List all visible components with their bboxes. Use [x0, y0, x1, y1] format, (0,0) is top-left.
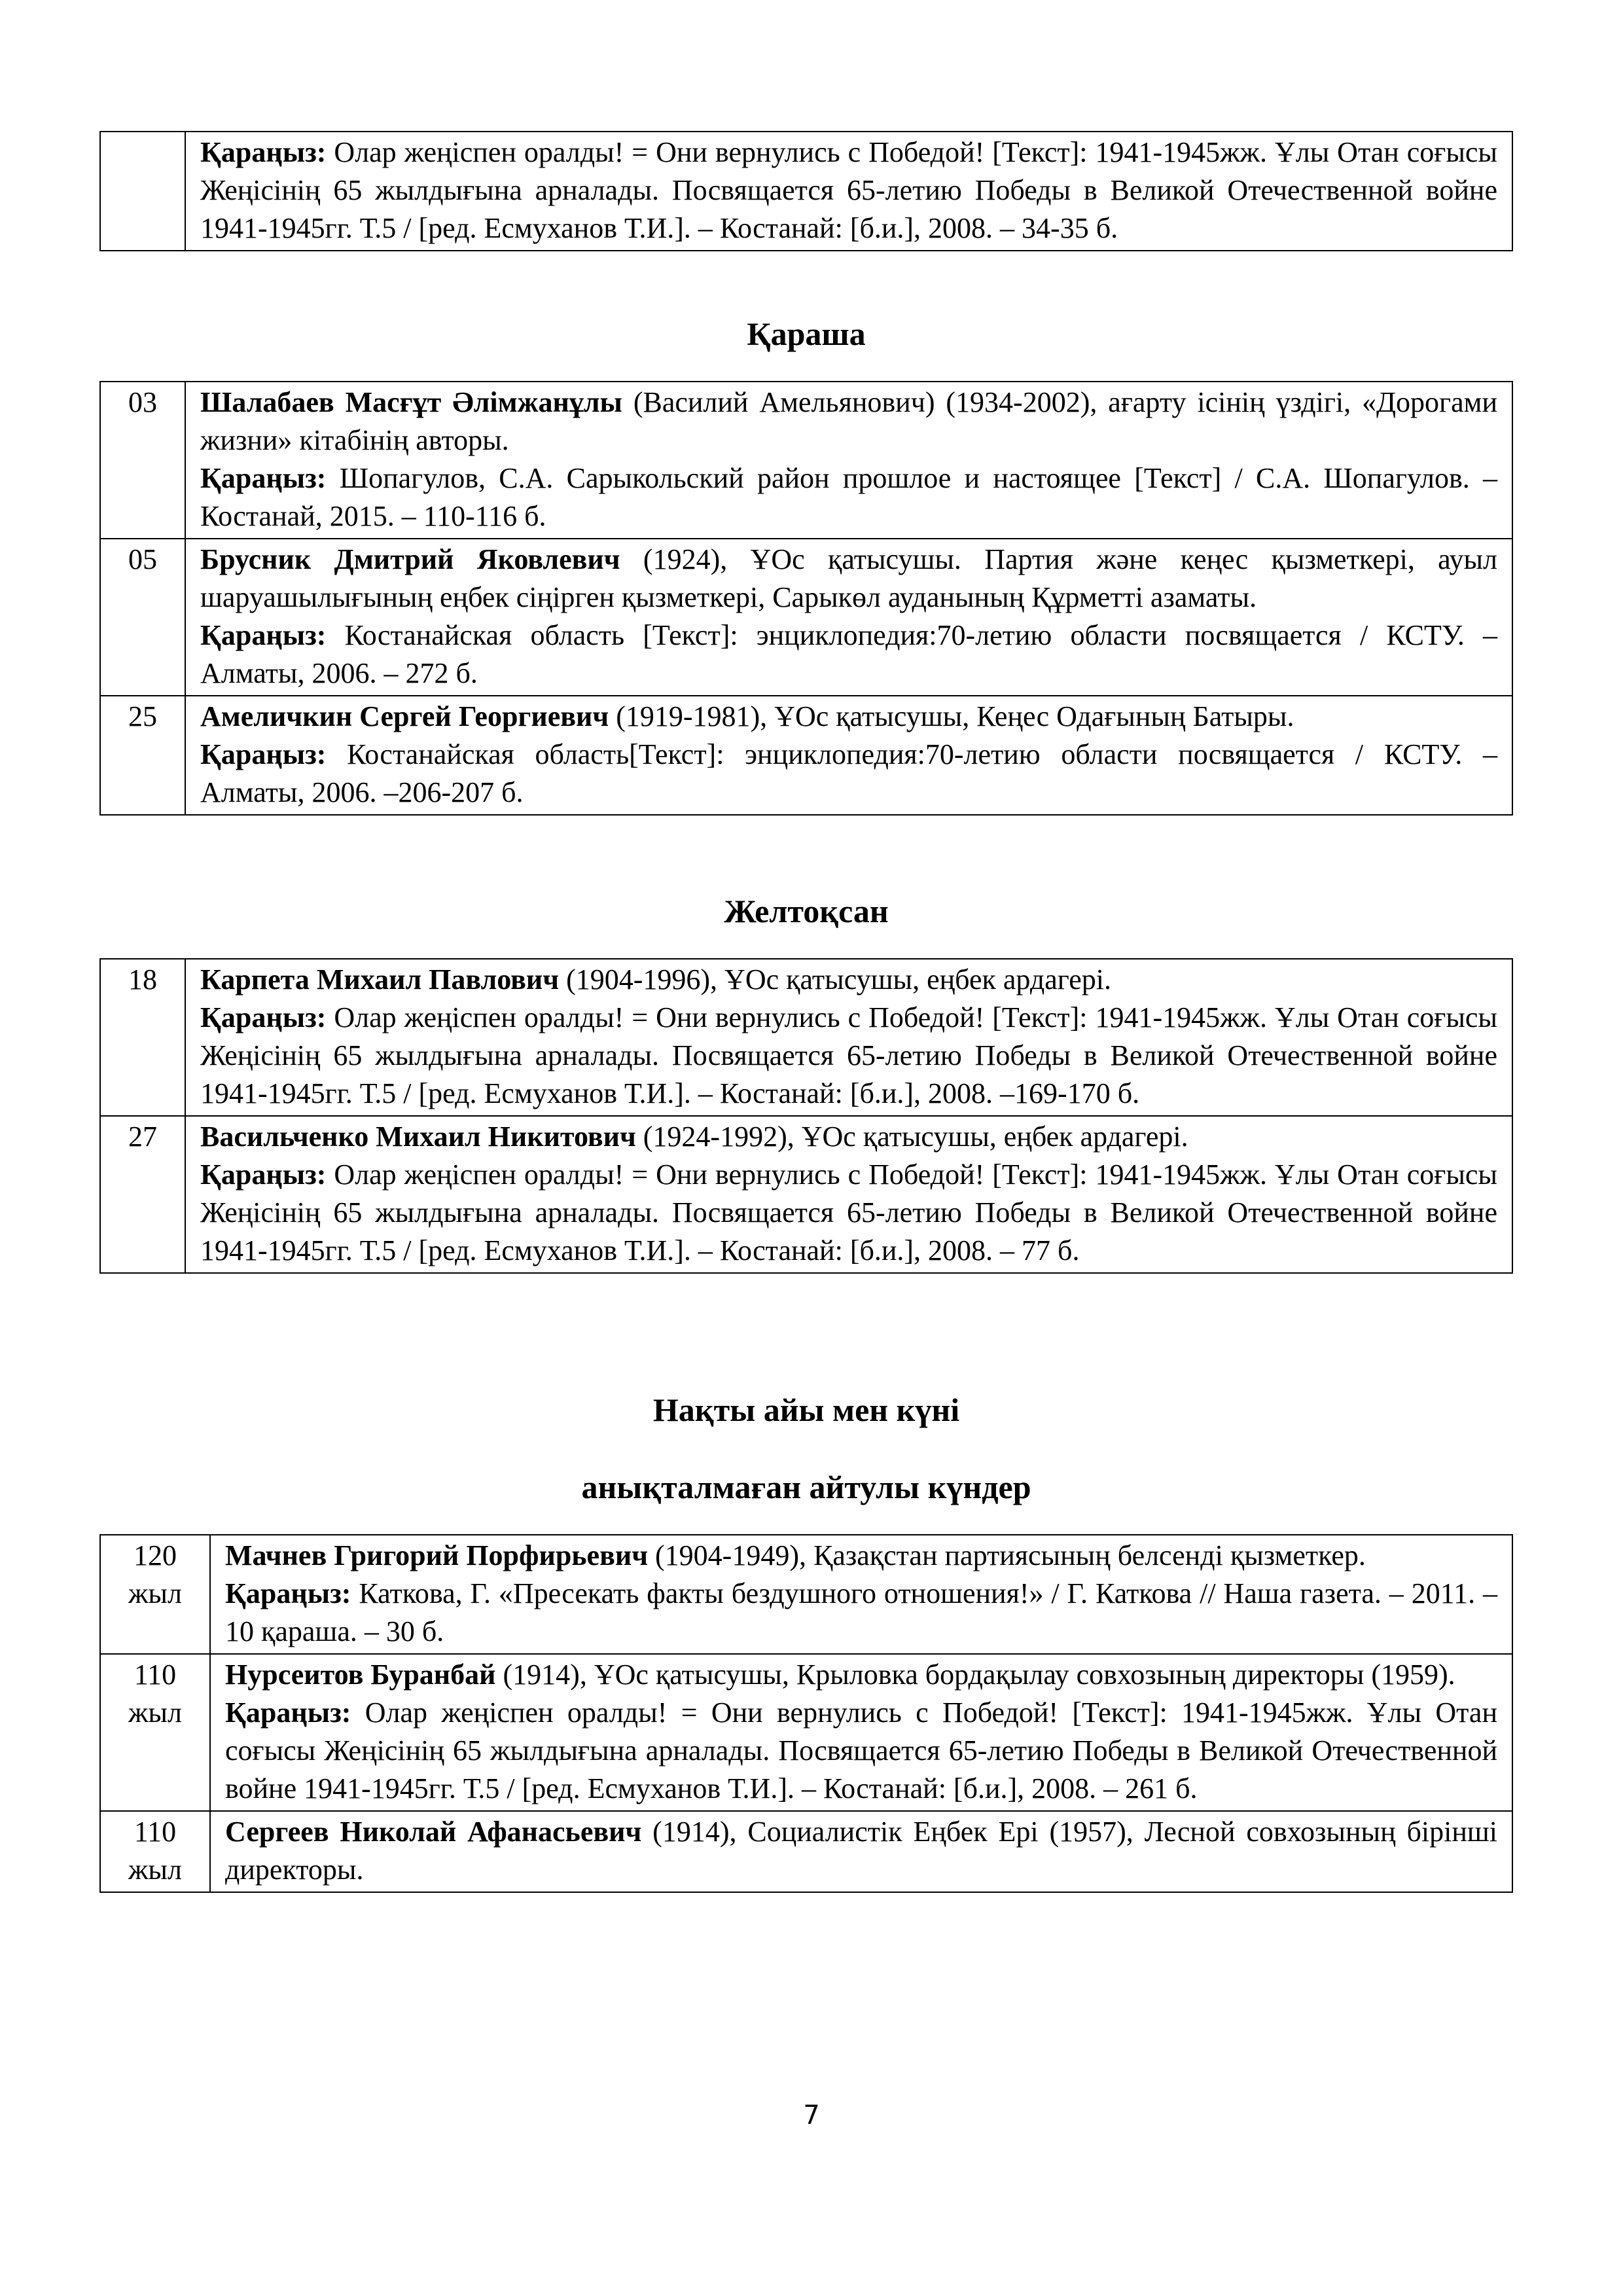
entry-cell — [210, 1535, 1512, 1654]
undated-table — [99, 1534, 1513, 1893]
person-description: (1919-1981), ҰОс қатысушы, Кеңес Одағының Батыры. — [609, 700, 1294, 732]
entry-cell — [185, 959, 1512, 1116]
person-name: Карпета Михаил Павлович — [200, 963, 560, 996]
table-row — [100, 539, 1512, 696]
day-cell: 27 — [100, 1116, 185, 1273]
see-label: Қараңыз: — [200, 1158, 327, 1191]
years-number: 120 — [134, 1539, 177, 1571]
see-label: Қараңыз: — [225, 1577, 351, 1609]
years-unit: жыл — [128, 1696, 182, 1729]
reference-text: Олар жеңіспен оралды! = Они вернулись с Победой! [Текст]: 1941-1945жж. Ұлы Отан соғысы Жеңісінің 65 жылдығына арналады. Посвящается 65-летию Победы в Великой Отечественной войне 1941-1945гг. Т.5 / [ред. Есмуханов Т.И.]. – Костанай: [б.и.], 2008. – 261 б. — [225, 1696, 1498, 1804]
table-row — [100, 1116, 1512, 1273]
month-heading-december: Желтоқсан — [724, 893, 889, 929]
person-description: (1924-1992), ҰОс қатысушы, еңбек ардагері. — [635, 1121, 1188, 1153]
section-heading-line2: анықталмаған айтулы күндер — [581, 1469, 1031, 1505]
reference-text: Олар жеңіспен оралды! = Они вернулись с Победой! [Текст]: 1941-1945жж. Ұлы Отан соғысы Жеңісінің 65 жылдығына арналады. Посвящается 65-летию Победы в Великой Отечественной войне 1941-1945гг. Т.5 / [ред. Есмуханов Т.И.]. – Костанай: [б.и.], 2008. – 77 б. — [200, 1158, 1497, 1266]
person-description: (Василий Амельянович) (1934-2002), ағарту ісінің үздігі, «Дорогами жизни» кітабінің авторы. — [200, 386, 1498, 456]
reference-text: Олар жеңіспен оралды! = Они вернулись с Победой! [Текст]: 1941-1945жж. Ұлы Отан соғысы Жеңісінің 65 жылдығына арналады. Посвящается 65-летию Победы в Великой Отечественной войне 1941-1945гг. Т.5 / [ред. Есмуханов Т.И.]. – Костанай: [б.и.], 2008. – 34-35 б. — [200, 136, 1497, 244]
years-number: 110 — [134, 1816, 177, 1848]
entry-cell — [185, 696, 1512, 815]
see-label: Қараңыз: — [225, 1696, 351, 1729]
reference-text: Шопагулов, С.А. Сарыкольский район прошлое и настоящее [Текст] / С.А. Шопагулов. – Костанай, 2015. – 110-116 б. — [200, 462, 1497, 532]
day-cell — [100, 132, 185, 251]
see-label: Қараңыз: — [200, 738, 327, 770]
table-row — [100, 132, 1512, 251]
day-cell: 05 — [100, 539, 185, 696]
december-table — [99, 958, 1513, 1274]
see-label: Қараңыз: — [200, 136, 327, 168]
reference-text: Костанайская область [Текст]: энциклопедия:70-летию области посвящается / КСТУ. – Алматы, 2006. – 272 б. — [200, 619, 1498, 689]
person-name: Амеличкин Сергей Георгиевич — [200, 700, 609, 732]
person-name: Васильченко Михаил Никитович — [200, 1121, 636, 1153]
years-cell — [100, 1811, 210, 1892]
entry-cell — [185, 1116, 1512, 1273]
entry-cell — [185, 132, 1512, 251]
years-unit: жыл — [128, 1854, 182, 1886]
person-description: (1914), ҰОс қатысушы, Крыловка бордақылау совхозының директоры (1959). — [495, 1659, 1455, 1691]
table-row — [100, 959, 1512, 1116]
person-description: (1914), Социалистік Еңбек Ері (1957), Лесной совхозының бірінші директоры. — [225, 1816, 1497, 1886]
page-number: 7 — [803, 2100, 820, 2130]
years-unit: жыл — [128, 1577, 182, 1609]
reference-text: Олар жеңіспен оралды! = Они вернулись с Победой! [Текст]: 1941-1945жж. Ұлы Отан соғысы Жеңісінің 65 жылдығына арналады. Посвящается 65-летию Победы в Великой Отечественной войне 1941-1945гг. Т.5 / [ред. Есмуханов Т.И.]. – Костанай: [б.и.], 2008. –169-170 б. — [200, 1001, 1497, 1109]
reference-text: Костанайская область[Текст]: энциклопедия:70-летию области посвящается / КСТУ. – Алматы, 2006. –206-207 б. — [200, 738, 1498, 808]
person-description: (1924), ҰОс қатысушы. Партия және кеңес қызметкері, ауыл шаруашылығының еңбек сіңірген қызметкері, Сарыкөл ауданының Құрметті азаматы. — [200, 543, 1497, 613]
page-content — [99, 131, 1513, 1893]
person-name: Мачнев Григорий Порфирьевич — [225, 1539, 649, 1571]
section-heading-line1: Нақты айы мен күні — [652, 1391, 960, 1428]
person-name: Шалабаев Масғұт Әлімжанұлы — [200, 386, 622, 418]
person-description: (1904-1996), ҰОс қатысушы, еңбек ардагері. — [559, 963, 1111, 996]
person-name: Нурсеитов Буранбай — [225, 1659, 496, 1691]
table-row — [100, 1654, 1512, 1811]
table-row — [100, 1811, 1512, 1892]
table-row — [100, 696, 1512, 815]
entry-cell — [210, 1654, 1512, 1811]
table-row — [100, 1535, 1512, 1654]
years-cell — [100, 1654, 210, 1811]
person-name: Сергеев Николай Афанасьевич — [225, 1816, 642, 1848]
entry-cell — [185, 539, 1512, 696]
day-cell: 25 — [100, 696, 185, 815]
november-table — [99, 381, 1513, 816]
entry-cell — [210, 1811, 1512, 1892]
entry-cell — [185, 382, 1512, 539]
see-label: Қараңыз: — [200, 462, 327, 494]
day-cell: 18 — [100, 959, 185, 1116]
table-row — [100, 382, 1512, 539]
see-label: Қараңыз: — [200, 619, 327, 651]
continuation-table — [99, 131, 1513, 251]
see-label: Қараңыз: — [200, 1001, 327, 1033]
day-cell: 03 — [100, 382, 185, 539]
reference-text: Каткова, Г. «Пресекать факты бездушного отношения!» / Г. Каткова // Наша газета. – 2011. – 10 қараша. – 30 б. — [225, 1577, 1498, 1647]
month-heading-november: Қараша — [747, 315, 866, 352]
person-name: Брусник Дмитрий Яковлевич — [200, 543, 620, 575]
person-description: (1904-1949), Қазақстан партиясының белсенді қызметкер. — [648, 1539, 1366, 1571]
years-cell — [100, 1535, 210, 1654]
years-number: 110 — [134, 1659, 177, 1691]
